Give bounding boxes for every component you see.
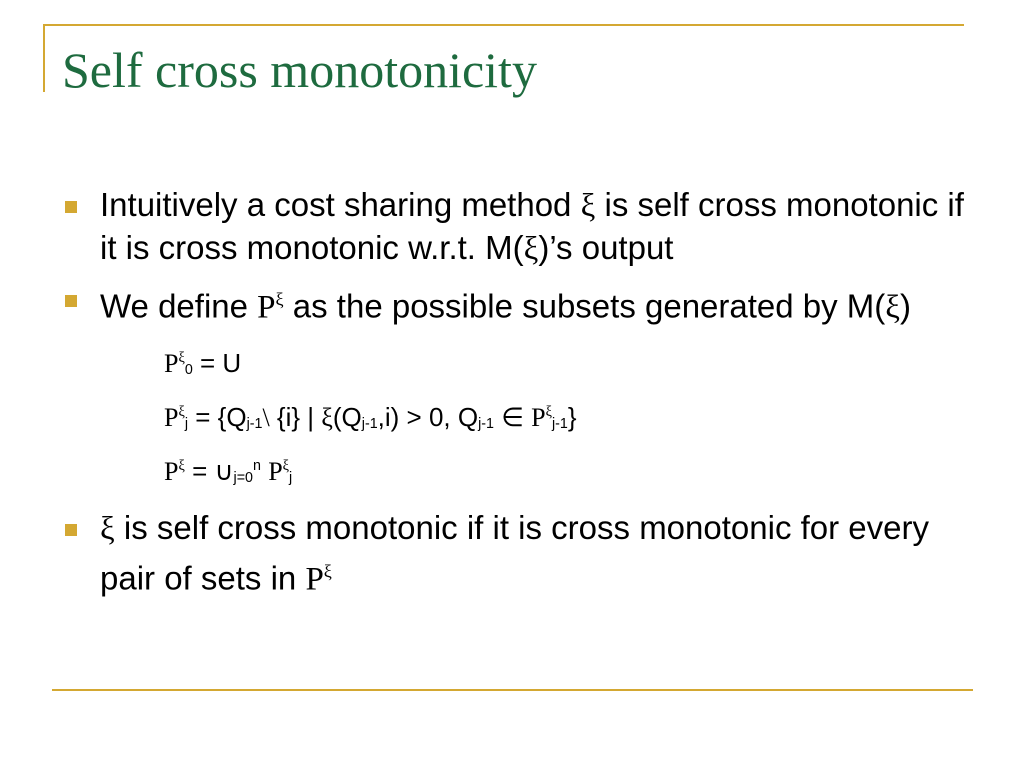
slide-body — [62, 184, 967, 609]
definition-line-2: $P^\xi_j$ = {$Q_{j-1}\backslash$ {i} | $\xi(Q_{j-1},i) > 0$, $Q_{j-1}$ ∈ $P^\xi_{j-1}$} — [164, 401, 577, 432]
bullet-item-3: ξ is self cross monotonic if it is cross monotonic for every pair of sets in $P^\xi$ — [62, 507, 967, 601]
definition-line-3: $P^\xi$ = $\cup_{j=0}^n$ $P^\xi_j$ — [164, 455, 293, 487]
bottom-rule — [52, 689, 973, 691]
bullet-item-1: Intuitively a cost sharing method ξ is self cross monotonic if it is cross monotonic w.r.t. M(ξ)’s output — [62, 184, 967, 270]
left-rule — [43, 24, 45, 92]
bullet-square-icon — [65, 201, 77, 213]
bullet-square-icon — [65, 524, 77, 536]
slide-title: Self cross monotonicity — [62, 42, 537, 98]
bullet-item-2: We define $P^\xi$ as the possible subsets generated by M(ξ) — [62, 278, 967, 329]
bullet-square-icon — [65, 295, 77, 307]
definition-line-1: $P^\xi_0 = U$ — [164, 347, 242, 378]
top-rule — [43, 24, 964, 26]
